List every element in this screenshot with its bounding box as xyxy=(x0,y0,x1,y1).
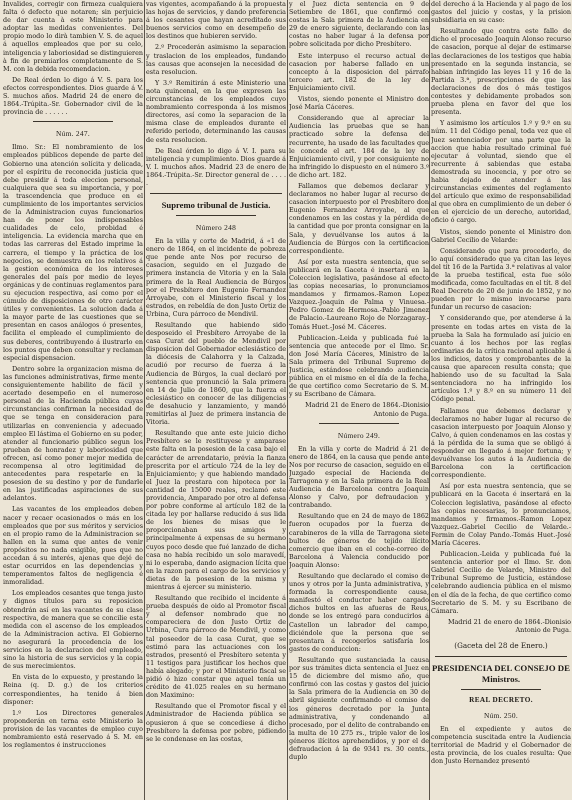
column-1 xyxy=(3,0,143,800)
paragraph: Este interpuso el recurso actual de casacion por haberse fallado en un concepto á la disposicion del párrafo tercero art. 182 de la ley de Enjuiciamiento civil. xyxy=(289,51,429,92)
paragraph: De Real órden lo digo á V. S. para los efectos correspondientes. Dios guarde á V. S. muchos años. Madrid 24 de enero de 1864.-Trúpita.-Sr. Gobernador civil de la provincia de . . . . . . xyxy=(3,75,143,117)
article-number: Núm. 250. xyxy=(483,711,519,721)
paragraph: Resultando que declarado el comiso de unos y otros por la Junta administrativa, y formada la correspondiente causa, manifestó el conductor haber cargado dichos bultos en las afueras de Reus, donde se los entregó para conducirlos á Castellon un labrador del campo, diciéndole que la persona que se presentara á recogerlos satisfaría los gastos de conduccion: xyxy=(289,572,429,653)
paragraph: Resultando que el Promotor fiscal y el Administrador de Hacienda pública se opusieron á que se concediese á dicho Presbítero la defensa por pobre, pidiendo se le condenase en las costas, xyxy=(146,702,286,743)
divider xyxy=(319,423,399,424)
paragraph: Y considerando que, por atenderse á la presente en todas artes en vista de la prueba la Sala ha formulado así juicio en cuanto á los hechos por las reglas ordinarias de la crítica racional aplicable á los indicios, datos y comprobantes de la causa que aparecen resulta consta; que habiendo uso de su facultad la Sala sentenciadora no ha infringido los artículos 1.º y 8.º en su número 11 del Código penal. xyxy=(431,314,571,404)
paragraph: De Real órden lo digo á V. I. para su inteligencia y cumplimiento. Dios guarde á V. I. muchos años. Madrid 23 de enero de 1864.-Trúpita.-Sr. Director general de . . . . . xyxy=(146,146,286,187)
paragraph: vas vigentes, acompañando á la propuesta las hojas de servicios, y dando preferencia á los cesantes que hayan acreditado sus buenos servicios como en desempeño de los destinos que hubieren servido. xyxy=(146,0,286,41)
paragraph: Vistos, siendo ponente el Ministro don José María Cáceres. xyxy=(289,95,429,112)
column-rule xyxy=(287,0,288,800)
gaceta-reference: (Gaceta del 28 de Enero.) xyxy=(454,641,548,651)
article-number: Núm. 247. xyxy=(55,129,91,139)
paragraph: Considerando que para procederlo, de lo aquí considerado que ya citan las leyes del tít 16 de la Partida 3.ª relativas al valor de la prueba testifical, esta fue sólo modificada, como facultadas en el tít. 8 del Real Decreto de 20 de junio de 1852, y no pueden por lo mismo invocarse para fundar un recurso de casacion: xyxy=(431,246,571,312)
divider xyxy=(150,193,282,194)
divider xyxy=(435,656,567,657)
article-number: Número 249. xyxy=(337,430,381,440)
paragraph: Y 3.º Remitirán á este Ministerio una nota quincenal, en la que expresen las circunstancias de los empleados cuyo nombramiento corresponda á los mismos directores, así como la separacion de la misma clase de empleados durante el referido periodo, determinando las causas de esta resolucion. xyxy=(146,78,286,144)
paragraph: Invalides, corregir con firmeza cualquiera falta ó defecto que notaren; sin perjuicio de dar cuenta à este Ministerio para adoptar las medidas convenientes. Del propio modo lo dirà tambien V. S. de aquel á aquellos empleados que por su celo, inteligencia y laboriosidad se distinguieren à fin de premiarlos completamente de S. M. con la debida recomendacion. xyxy=(3,0,143,73)
signature-line: Madrid 21 de Enero de 1864.-Dionisio Antonio de Puga. xyxy=(305,401,429,418)
divider xyxy=(33,121,113,122)
paragraph: Así por esta nuestra sentencia, que se publicará en la Gaceta é insertará en la Coleccion legislativa, pasándose al efecto las copias necesarias, lo pronunciamos, mandamos y firmamos.-Ramon Lopez Vazquez.-Gabriel Cecilio de Velarde.-Fermin de Colay Pando.-Tomás Huet.-José María Cáceres. xyxy=(431,482,571,547)
paragraph: En la villa y corte de Madrid á 21 de enero de 1864, en la causa que pende ante Nos por recurso de casacion, seguido en el Juzgado especial de Hacienda de Tarragona y en la Sala primera de la Real Audiencia de Barcelona contra Joaquin Alonso y Calvo, por defraudacion y contrabando. xyxy=(289,444,429,510)
column-rule xyxy=(144,0,145,800)
section-heading: PRESIDENCIA DEL CONSEJO DE Ministros. xyxy=(431,663,571,684)
paragraph: Fallamos que debemos declarar y declaramos no haber lugar al recurso de casacion interpuesto por Joaquin Alonso y Calvo, á quien condenamos en las costas y á la pérdida de la suma que se obligó á responder en llegado á mejor fortuna; y devuélvanse los autos á la Audiencia de Barcelona con la certificacion correspondiente. xyxy=(431,406,571,480)
paragraph: Publicacion.-Leida y publicada fué la sentencia que antecede por el Ilmo. Sr. don José María Cáceres, Ministro de la Sala primera del Tribunal Supremo de Justicia, estándose celebrando audiencia pública en el mismo en el día de la fecha, de que certifico como Secretario de S. M. y su Escribano de Cámara. xyxy=(289,333,429,399)
article-number: Número 248 xyxy=(195,223,237,233)
column-rule xyxy=(429,0,430,800)
signature-line: Madrid 21 de enero de 1864.-Dionisio Antonio de Puga. xyxy=(447,617,571,634)
paragraph: Las vacantes de los empleados deben nacer y recaer ocasionados o más en los empleados que por sus méritos y servicios en el propio ramo de la Administracion se hallen en la suma que antes de venir propósitos no nada exigible, pues que no accedan á su interés, ajenas que dejé de estar ocurridos en las dependencias y temperamentos faltos de negligencia é inmoralidad. xyxy=(3,505,143,587)
paragraph: Resultando que en 24 de mayo de 1862 fueron ocupados por la fuerza de carabineros de la villa de Tarragona siete bultos de géneros de tejido ilícito comercio que iban en el coche-correo de Barcelona á Valencia conducido por Joaquin Alonso: xyxy=(289,512,429,569)
paragraph: En vista de lo expuesto, y prestando la Reina (q. D. g.) de los criterios correspondientes, ha tenido á bien disponer: xyxy=(3,673,143,706)
paragraph: Ilmo. Sr.: El nombramiento de los empleados públicos depende de parte del Gobierno una atención solícita y delicada, por el espíritu de reconocida justicia que debe presidir á toda eleccion personal, cualquiera que sea su importancia, y por la trascendencia que produce en el cumplimiento de los importantes servicios de la Administracion cuyas funcionarios han de poner los indispensables cualidades de celo, probidad é inteligencia. La evidencia marcha que en todas las carreras del Estado imprime la carrera, el tiempo y la práctica de los negocios, se demuestra en los relativos á la gestion económica de los intereses generales del país por medio de leyes orgánicas y de continuas reglamentos para su ejecucion respectiva, así como por el cúmulo de disposiciones de otro carácter útiles y convenientes. La solucion dada á la mayor parte de las cuestiones que se presentan en casos análogos ó presentes, facilita el empleado el cumplimiento de sus deberes, contribuyendo á ilustrarlo en los puntos que deben consultar y reclaman especial dispensacion. xyxy=(3,143,143,362)
subsection-heading: REAL DECRETO. xyxy=(469,696,533,705)
paragraph: del derecho á la Hacienda y al pago de los gastos del juicio y costas, y la prision subsidiaria en su caso: xyxy=(431,0,571,25)
paragraph: Considerando que al apreciar la Audiencia las pruebas que se han practicado sobre la defensa del recurrente, ha usado de las facultades que le concede el art. 184 de la ley de Enjuiciamiento civil, y por consiguiente no ha infringido lo dispuesto en el número 3.º de dicho art. 182. xyxy=(289,114,429,179)
divider xyxy=(176,215,256,216)
paragraph: y el Juez dicta sentencia en 9 de Setiembre de 1861, que confirmó con costas la Sala primera de la Audiencia en 29 de enero siguiente, declarando con las costas no haber lugar á la defensa por pobre solicitada por dicho Presbítero. xyxy=(289,0,429,49)
paragraph: 2.º Procederán asimismo la separacion y traslacion de los empleados, fundando las causas que aconsejen la necesidad de esta resolucion. xyxy=(146,43,286,76)
paragraph: Dentro sobre la organizacion misma de las funciones administrativas, firme mente consiguientemente habilito de fácil y acertado desempeño en el numeroso personal de la Hacienda pública cuyas circunstancias confirman la necesidad de que se tenga en consideracion para utilizarlas en conveniencia y adecuado empleo El lástima el Gobierno en su poder, atender al funcionario público segun los prueban de honradez y laboriosidad que ofrecen, así como poner mejor medida de recompensa al otro legitimidad de antecedentes para respetarle en la posesion de su destino y por de fundarle en las justificadas aspiraciones de sus adelantos. xyxy=(3,364,143,503)
paragraph: Resultando que sustanciada la causa por sus trámites dicta sentencia el Juez en 15 de diciembre del mismo año, que confirmó con las costas y gastos del juicio la Sala primera de la Audiencia en 30 de abril siguiente confirmando el comiso de los géneros decretado por la Junta administrativa, y condenando al procesado, por el delito de contrabando en la multa de 10 275 rs., triple valor de los géneros ilícitos aprehendidos, y por el de defraudacion á la de 9341 rs. 30 cents., duplo xyxy=(289,655,429,762)
column-3 xyxy=(289,0,429,800)
paragraph: Fallamos que debemos declarar y declaramos no haber lugar al recurso de casacion interpuesto por el Presbítero don Eugenio Fernandez Arroyabe, al que condenamos en las costas y la pérdida de la cantidad que por pronta consignar en la Sala, y devuélvanse los autos á la Audiencia de Búrgos con la certificacion correspondiente. xyxy=(289,181,429,255)
paragraph: Los empleados cesantes que tenga justo y dignos títulos para su reposicion obtendrán así en las vacantes de su clase respectiva, de manera que se concilie esta medida con el ascenso de los empleados de la Administracion activa. El Gobierno no asegurará la procedencia de los servicios en la declaracion del empleado, sino la historia de sus servicios y la copia de sus merecimientos. xyxy=(3,589,143,671)
paragraph: Resultando que ante este juicio dicho Presbítero se le restituyese y amparase este falta en la posesion de la casa bajo el carácter de arrendatario, prévia la fianza prescrita por el artículo 724 de la ley de Enjuiciamiento; y que habiendo mandado el Juez la prestara con hipoteca por la cantidad de 15000 reales, reclamó este providencia, Amparado por otro al defensa por pobre conforme al artículo 182 de la citada ley por hallarse reducido á sus lida de los bienes de misas que le proporcionaban sus amigos y principalmente á expensas de su hermano cuyos poco desde que fué lanzado de dicha casa no había recibido un solo maravedí, ni lo esperaba, dando asignacion lícita que en la razon para el cargo de los servicios y dietas de la posesion de la misma y mientras á ejercer su ministerio. xyxy=(146,429,286,591)
paragraph: Así por esta nuestra sentencia, que se publicará en la Gaceta é insertará en la Coleccion legislativa, pasándose al efecto las copias necesarias, lo pronunciamos mandamos y firmamos.-Ramon Lopez Vazquez.-Joaquin de Palma y Vinuesa.-Pedro Gomez de Hermosa.-Pablo Jimenez de Palacio.-Laureano Rojo de Norzagaray.-Tomás Huet.-José M. Cáceres. xyxy=(289,257,429,331)
paragraph: Resultando que recibido el incidente á prueba después de oido al Promotor fiscal y al defensor nombrado que no compareciera de don Justo Ortiz de Urbina, Cura párroco de Mendivil, y como tal poseedor de la casa Curat, que se estimó para las actuaciones con los estrados, presentó el Presbítero setenta y 11 testigos para justificar los hechos que había alegado; y por el Ministerio fiscal se pidió ó hizo constar que aquel tenía un crédito de 41.025 reales en su hermano don Maximino: xyxy=(146,594,286,700)
paragraph: Publicacion.-Leida y publicada fué la sentencia anterior por el Ilmo. Sr. don Gabriel Cecilio de Velarde, Ministro del Tribunal Supremo de Justicia, estándose celebrando audiencia pública en el mismo en el día de la fecha, de que certifico como Secretario de S. M. y su Escribano de Cámara. xyxy=(431,550,571,615)
paragraph: En el expediente y autos de competencia suscitada entre la Audiencia territorial de Madrid y el Gobernador de esta provincia, de los cuales resulta: Que don Justo Hernandez presentó xyxy=(431,725,571,766)
paragraph: Y asimismo los artículos 1.º y 9.º en su núm. 11 del Código penal, toda vez que el Juez sentenciador por una parte que la accion que habia resultado criminal fué ejecutar á voluntad, siendo que el recurrente á sabiendas que estaba demostrada su inocencia, y por otro se habia dejado de atender á las circunstancias eximentes del reglamento del artículo que eximo de responsabilidad al que obra en cumplimiento de un deber ó en el ejercicio de un derecho, autoridad, oficio ó cargo. xyxy=(431,119,571,225)
paragraph: Resultando que contra este fallo de dicho el procesado Joaquin Alonso recurso de casacion, porque al dejar de estimarse las declaraciones de los testigos que habia presentado en la segunda instancia, se habian infringido las leyes 11 y 16 de la Partida 3.ª, prescripciones de que las declaraciones de dos ó más testigos contestes y debidamente probados son prueba plena en favor del que los presenta. xyxy=(431,27,571,117)
paragraph: Resultando que habiendo sido desposeido el Presbítero Arroyabe de la casa Curat del pueblo de Mendivil por disposicion del Gobernador eclesiástico de la diócesis de Calahorra y la Calzada, acudió por recurso de fuerza á la Audiencia de Búrgos, la cual declaró por sentencia que pronunció la Sala primera en 14 de Julio de 1860, que la fuerza el eclesiástico en conocer de las diligencias de desahucio y lanzamiento, y mandó remitirlas al Juez de primera instancia de Vitoria. xyxy=(146,321,286,427)
paragraph: En la villa y corte de Madrid, á «1 de enero de 1864, en el incidente de pobreza que pende ante Nos por recurso de casacion, seguido en el Juzgado de primera instancia de Vitoria y en la Sala primera de la Real Audiencia de Búrgos por el Presbítero don Eugenio Fernandez Arroyabe, con el Ministerio fiscal y los estrados, en rebeldía de don Justo Ortiz de Urbina, Cura párroco de Mendivil. xyxy=(146,237,286,318)
paragraph: 1.º Los Directores generales proponderán en terna este Ministerio la provision de las vacantes de empleo cuyo nombramiento está reservado á S. M. en los reglamentos é instrucciones xyxy=(3,708,143,750)
section-heading: Supremo tribunal de Justicia. xyxy=(161,200,271,211)
column-2 xyxy=(146,0,286,800)
divider xyxy=(461,689,541,690)
column-4 xyxy=(431,0,571,800)
paragraph: Vistos, siendo ponente el Ministro don Gabriel Cecilio de Velarde: xyxy=(431,227,571,244)
